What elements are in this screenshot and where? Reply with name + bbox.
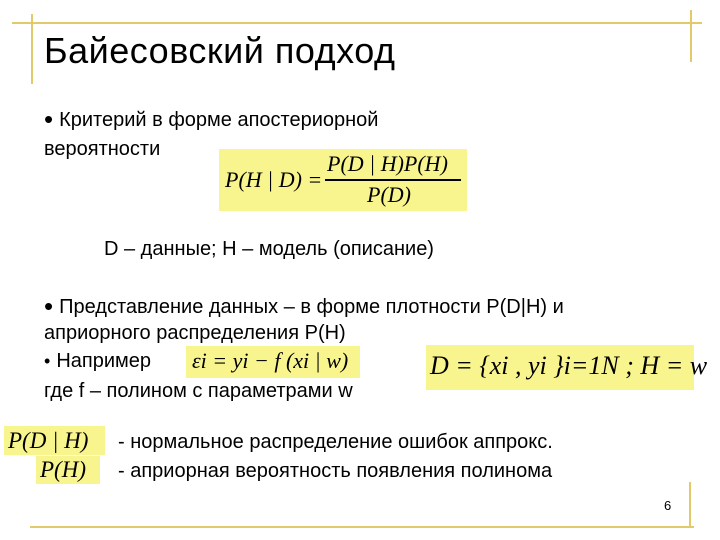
bayes-lhs: P(H | D) = xyxy=(225,167,323,192)
bullet-1 xyxy=(44,104,379,134)
page-number: 6 xyxy=(664,498,672,513)
slide-title: Байесовский подход xyxy=(44,30,396,71)
bullet-icon: • xyxy=(44,104,54,134)
example-label: Например xyxy=(56,350,151,372)
where-line: где f – полином с параметрами w xyxy=(44,380,353,402)
data-formula-text: D = {xi , yi }i=1N ; H = w xyxy=(430,351,708,380)
likelihood-desc: - нормальное распределение ошибок аппрокс. xyxy=(118,431,553,453)
frame-line xyxy=(31,14,33,84)
prior-formula xyxy=(36,456,100,484)
bullet-2-cont: априорного распределения P(H) xyxy=(44,322,346,344)
fraction-bar xyxy=(325,179,461,181)
frame-line xyxy=(30,526,694,528)
data-formula xyxy=(426,345,708,390)
bullet-1-cont: вероятности xyxy=(44,138,161,160)
prior-formula-text: P(H) xyxy=(40,457,86,482)
frame-line xyxy=(690,10,692,62)
bullet-1-text: Критерий в форме апостериорной xyxy=(59,109,379,131)
bayes-formula xyxy=(219,149,467,211)
bullet-2-text: Представление данных – в форме плотности P(D|H) и xyxy=(59,296,564,318)
frame-line xyxy=(12,22,702,24)
error-formula-text: εi = yi − f (xi | w) xyxy=(192,348,349,373)
frame-line xyxy=(689,482,691,528)
prior-desc: - априорная вероятность появления полинома xyxy=(118,460,553,482)
likelihood-formula-text: P(D | H) xyxy=(8,428,89,453)
definition-line: D – данные; H – модель (описание) xyxy=(104,238,434,260)
bullet-2 xyxy=(44,291,564,321)
bayes-numerator: P(D | H)P(H) xyxy=(327,151,448,176)
error-formula xyxy=(186,346,360,378)
bayes-denominator: P(D) xyxy=(367,182,411,207)
likelihood-formula xyxy=(4,426,105,455)
bullet-icon: • xyxy=(44,291,54,321)
bullet-icon: • xyxy=(44,351,51,371)
example-line xyxy=(44,350,151,372)
